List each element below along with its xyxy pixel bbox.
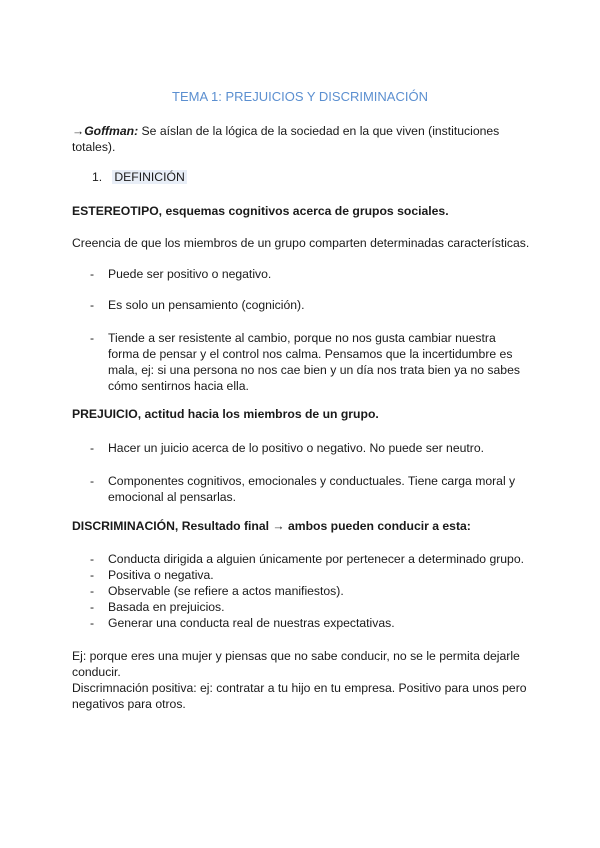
item-line: Conducta dirigida a alguien únicamente por pertenecer a determinado grupo. [108, 552, 524, 566]
item-line: Generar una conducta real de nuestras expectativas. [108, 616, 395, 630]
item-line: Componentes cognitivos, emocionales y conductuales. Tiene carga moral y [108, 474, 516, 488]
item-line: cómo sentirnos hacia ella. [108, 379, 249, 393]
estereotipo-heading: ESTEREOTIPO, esquemas cognitivos acerca de grupos sociales. [72, 204, 449, 218]
item-line: Puede ser positivo o negativo. [108, 267, 272, 281]
bullet-dash: - [90, 568, 95, 582]
intro-author: Goffman: [84, 124, 139, 138]
closing-line: negativos para otros. [72, 697, 186, 711]
item-line: Positiva o negativa. [108, 568, 214, 582]
closing-line: Ej: porque eres una mujer y piensas que no sabe conducir, no se le permita dejarle [72, 649, 520, 663]
bullet-dash: - [90, 474, 95, 488]
item-line: forma de pensar y el control nos calma. Pensamos que la incertidumbre es [108, 347, 513, 361]
item-line: Basada en prejuicios. [108, 600, 225, 614]
closing-line: conducir. [72, 665, 121, 679]
estereotipo-definition: Creencia de que los miembros de un grupo comparten determinadas características. [72, 236, 530, 250]
bullet-dash: - [90, 584, 95, 598]
item-line: Hacer un juicio acerca de lo positivo o negativo. No puede ser neutro. [108, 441, 485, 455]
arrow-symbol: → [72, 124, 85, 138]
bullet-dash: - [90, 331, 95, 345]
closing-paragraph [72, 648, 527, 712]
intro-paragraph [72, 123, 499, 155]
document-title: TEMA 1: PREJUICIOS Y DISCRIMINACIÓN [172, 89, 428, 104]
intro-line-2: totales). [72, 140, 116, 154]
discriminacion-heading: DISCRIMINACIÓN, Resultado final → ambos pueden conducir a esta: [72, 519, 471, 533]
item-line: Observable (se refiere a actos manifiestos). [108, 584, 344, 598]
bullet-dash: - [90, 600, 95, 614]
item-line: emocional al pensarlas. [108, 490, 237, 504]
closing-line: Discrimnación positiva: ej: contratar a tu hijo en tu empresa. Positivo para unos pero [72, 681, 527, 695]
section-heading [92, 169, 187, 185]
intro-line-1 [72, 123, 499, 139]
bullet-dash: - [90, 298, 95, 312]
section-number: 1. [92, 170, 103, 184]
intro-text: Se aíslan de la lógica de la sociedad en la que viven (instituciones [138, 124, 500, 138]
bullet-dash: - [90, 616, 95, 630]
item-line: mala, ej: si una persona no nos cae bien y un día nos trata bien ya no sabes [108, 363, 520, 377]
prejuicio-heading: PREJUICIO, actitud hacia los miembros de un grupo. [72, 407, 379, 421]
bullet-dash: - [90, 441, 95, 455]
section-label: DEFINICIÓN [114, 170, 185, 184]
item-line: Es solo un pensamiento (cognición). [108, 298, 305, 312]
bullet-dash: - [90, 267, 95, 281]
item-line: Tiende a ser resistente al cambio, porque no nos gusta cambiar nuestra [108, 331, 496, 345]
bullet-dash: - [90, 552, 95, 566]
